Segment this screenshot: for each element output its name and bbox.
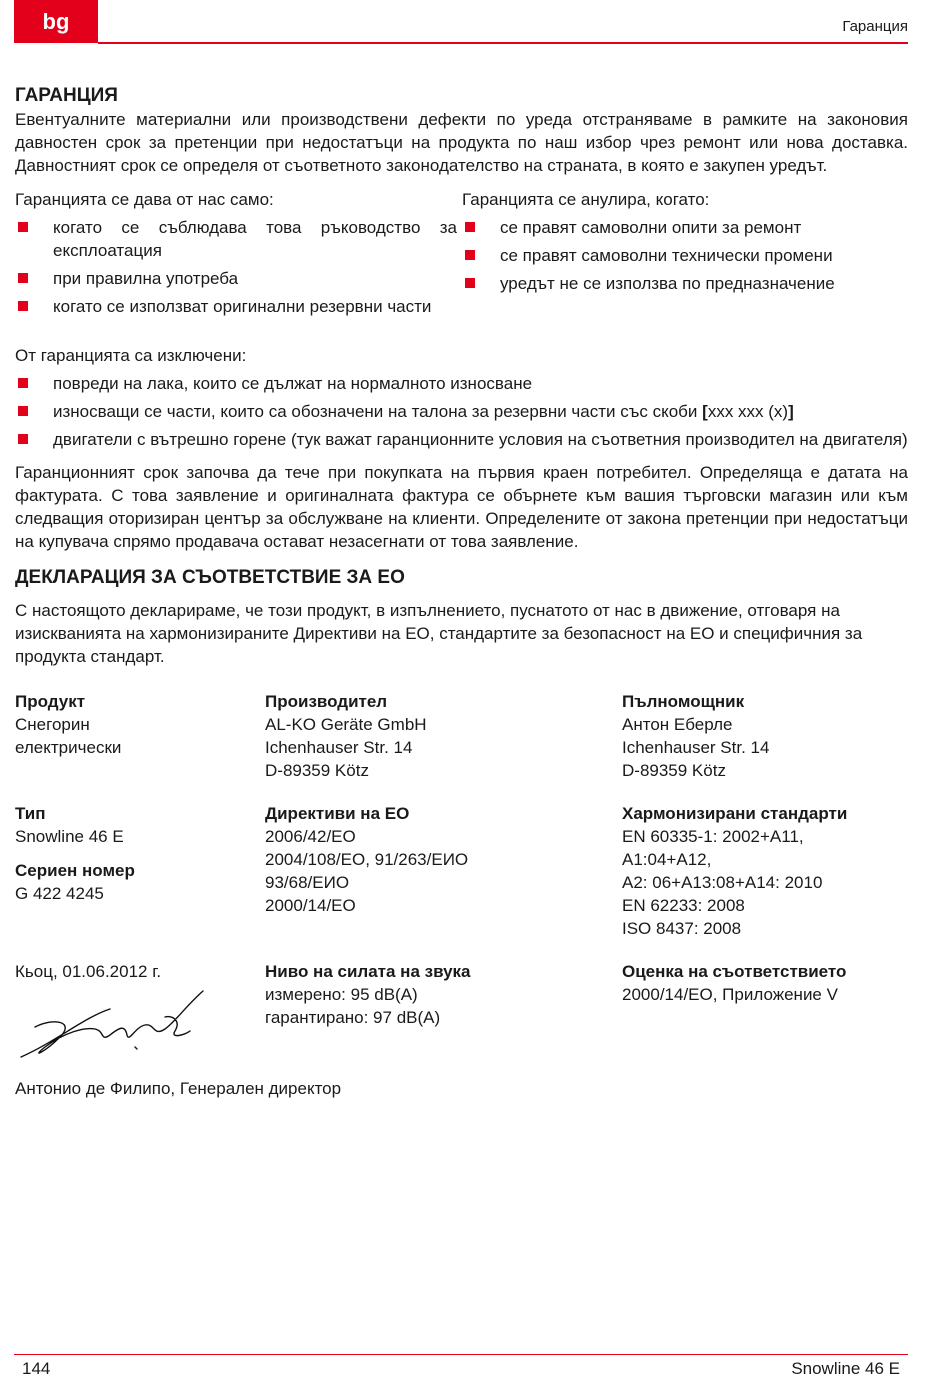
bullet-square-icon: [18, 434, 28, 444]
warranty-excluded-title: От гаранцията са изключени:: [15, 346, 247, 365]
warranty-conditions: [15, 188, 908, 318]
declaration-details: [15, 690, 908, 1087]
list-item: при правилна употреба: [15, 267, 457, 290]
place-date: Кьоц, 01.06.2012 г.: [15, 962, 162, 981]
declaration-heading: ДЕКЛАРАЦИЯ ЗА СЪОТВЕТСТВИЕ ЗА ЕО: [15, 567, 405, 588]
bullet-square-icon: [18, 301, 28, 311]
footer-product-name: Snowline 46 E: [791, 1359, 900, 1378]
warranty-given-title: Гаранцията се дава от нас само:: [15, 190, 274, 209]
signature-block: [15, 960, 265, 1067]
representative-block: Пълномощник Антон Еберле Ichenhauser Str. 14 D-89359 Kötz: [622, 692, 770, 780]
list-item: когато се използват оригинални резервни части: [15, 295, 457, 318]
signatory-name: Антонио де Филипо, Генерален директор: [15, 1079, 342, 1098]
warranty-intro: Евентуалните материални или производствени дефекти по уреда отстраняваме в рамките на законовия давностен срок за претенции при недостатъци на продукта по наш избор чрез ремонт или нова доставка. Давностният срок се определя от съответното законодателство на страната, в която е закупен уредът.: [15, 110, 908, 175]
header-rule: [98, 42, 908, 44]
bullet-square-icon: [18, 406, 28, 416]
warranty-closing: Гаранционният срок започва да тече при покупката на първия краен потребител. Определяща е датата на фактурата. С това заявление и оригиналната фактура се обърнете към вашия търговски магазин или към следващия оторизиран център за обслужване на клиенти. Определените от закона претенции при недостатъци на купувача спрямо продавача остават незасегнати от това заявление.: [15, 463, 908, 551]
warranty-given-column: [15, 188, 462, 318]
list-item: се правят самоволни технически промени: [462, 244, 908, 267]
bullet-square-icon: [465, 278, 475, 288]
bullet-square-icon: [18, 378, 28, 388]
list-item: се правят самоволни опити за ремонт: [462, 216, 908, 239]
footer-rule: [14, 1354, 908, 1355]
warranty-given-list: [15, 216, 457, 318]
language-tab: bg: [14, 0, 98, 43]
list-item: повреди на лака, които се дължат на нормалното износване: [15, 372, 908, 395]
header-title: Гаранция: [842, 18, 908, 35]
type-serial-block: Тип Snowline 46 E Сериен номер G 422 4245: [15, 804, 135, 903]
warranty-void-title: Гаранцията се анулира, когато:: [462, 190, 710, 209]
page-number: 144: [22, 1359, 51, 1378]
bullet-square-icon: [465, 222, 475, 232]
warranty-excluded-list: [15, 372, 908, 451]
bullet-square-icon: [465, 250, 475, 260]
directives-block: Директиви на ЕО 2006/42/ЕО 2004/108/ЕО, 91/263/ЕИО 93/68/ЕИО 2000/14/ЕО: [265, 804, 469, 915]
page-content: [15, 84, 908, 1100]
sound-level-block: Ниво на силата на звука измерено: 95 dB(A) гарантирано: 97 dB(A): [265, 962, 471, 1027]
signature-image: [15, 987, 215, 1067]
warranty-heading: ГАРАНЦИЯ: [15, 85, 118, 106]
list-item: когато се съблюдава това ръководство за експлоатация: [15, 216, 457, 262]
bullet-square-icon: [18, 273, 28, 283]
standards-block: Хармонизирани стандарти EN 60335-1: 2002+A11, A1:04+A12, A2: 06+A13:08+A14: 2010 EN 62233: 2008 ISO 8437: 2008: [622, 804, 848, 938]
list-item: уредът не се използва по предназначение: [462, 272, 908, 295]
product-block: Продукт Снегорин електрически: [15, 692, 122, 757]
manufacturer-block: Производител AL-KO Geräte GmbH Ichenhauser Str. 14 D-89359 Kötz: [265, 692, 427, 780]
conformity-block: Оценка на съответствието 2000/14/ЕО, Приложение V: [622, 962, 847, 1004]
list-item: износващи се части, които са обозначени на талона за резервни части със скоби [xxx xxx (x)]: [15, 400, 908, 423]
bullet-square-icon: [18, 222, 28, 232]
warranty-void-column: [462, 188, 908, 318]
declaration-intro: С настоящото декларираме, че този продукт, в изпълнението, пуснатото от нас в движение, отговаря на изискванията на хармонизираните Директиви на ЕО, стандартите за безопасност на ЕО и специфичния за продукта стандарт.: [15, 601, 863, 666]
warranty-void-list: [462, 216, 908, 295]
list-item: двигатели с вътрешно горене (тук важат гаранционните условия на съответния производител на двигателя): [15, 428, 908, 451]
